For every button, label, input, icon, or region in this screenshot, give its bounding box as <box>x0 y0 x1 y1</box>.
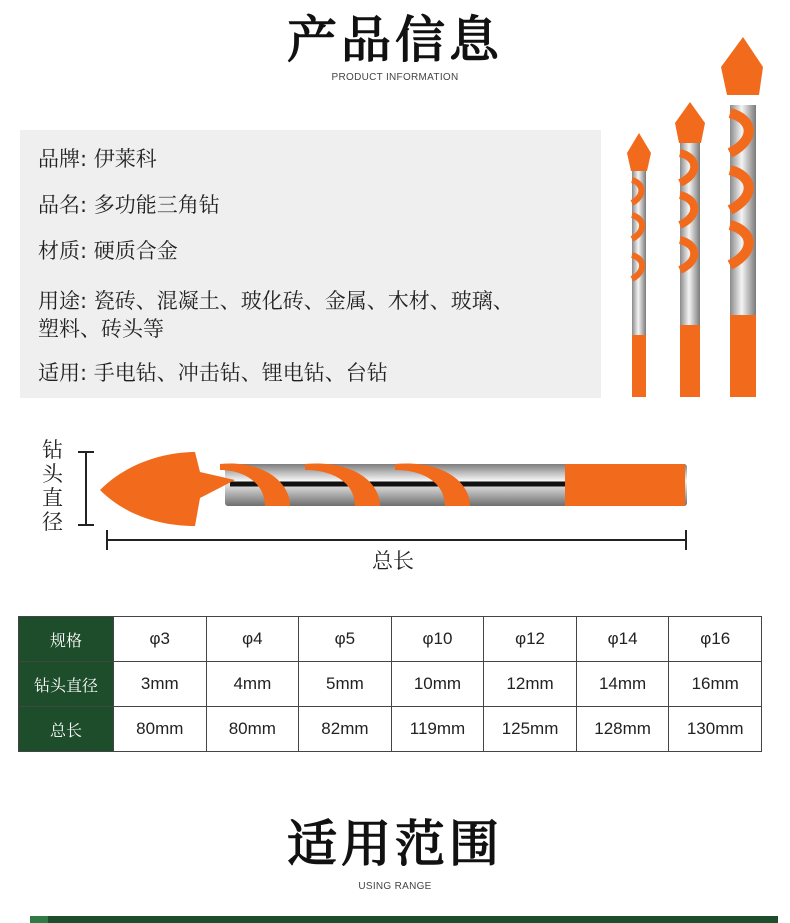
info-usage-label: 用途 <box>38 289 80 313</box>
table-cell: 130mm <box>669 707 762 752</box>
bottom-divider-accent <box>30 916 48 923</box>
info-brand-value: 伊莱科 <box>93 147 157 171</box>
info-brand: 品牌: 伊莱科 <box>38 147 157 171</box>
table-cell: 12mm <box>484 662 577 707</box>
table-row <box>19 662 762 707</box>
row-head: 总长 <box>19 707 114 752</box>
drill-bit-large <box>721 37 763 397</box>
table-cell: 80mm <box>206 707 299 752</box>
table-cell: φ14 <box>576 617 669 662</box>
bottom-divider <box>30 916 778 923</box>
table-cell: 3mm <box>114 662 207 707</box>
table-cell: 82mm <box>299 707 392 752</box>
table-cell: φ12 <box>484 617 577 662</box>
info-usage: 用途: 瓷砖、混凝土、玻化砖、金属、木材、玻璃、 <box>38 289 514 313</box>
row-head: 规格 <box>19 617 114 662</box>
length-dimension-line <box>107 530 686 550</box>
info-material-value: 硬质合金 <box>93 239 178 263</box>
spec-table <box>18 616 762 752</box>
page-subtitle: PRODUCT INFORMATION <box>331 72 459 83</box>
info-applicable: 适用: 手电钻、冲击钻、锂电钻、台钻 <box>38 361 388 385</box>
info-material-label: 材质 <box>38 239 80 263</box>
section-subtitle: USING RANGE <box>358 881 432 892</box>
table-cell: 5mm <box>299 662 392 707</box>
info-product-name-label: 品名 <box>38 193 80 217</box>
diameter-dimension-line <box>78 452 94 525</box>
table-row <box>19 707 762 752</box>
table-cell: 16mm <box>669 662 762 707</box>
info-applicable-label: 适用 <box>38 361 80 385</box>
info-usage-value-2: 塑料、砖头等 <box>38 317 164 341</box>
table-cell: 14mm <box>576 662 669 707</box>
info-brand-label: 品牌 <box>38 147 80 171</box>
table-row <box>19 617 762 662</box>
length-label: 总长 <box>372 549 414 573</box>
table-cell: 125mm <box>484 707 577 752</box>
diameter-label: 钻头直径 <box>42 438 63 534</box>
table-cell: 80mm <box>114 707 207 752</box>
table-cell: φ10 <box>391 617 484 662</box>
info-material: 材质: 硬质合金 <box>38 239 178 263</box>
drill-carbide-tip <box>100 452 235 526</box>
product-info-box <box>20 130 601 398</box>
table-cell: φ16 <box>669 617 762 662</box>
table-cell: φ5 <box>299 617 392 662</box>
table-cell: 10mm <box>391 662 484 707</box>
info-product-name-value: 多功能三角钻 <box>93 193 220 217</box>
page-title: 产品信息 <box>287 11 503 69</box>
table-cell: 119mm <box>391 707 484 752</box>
table-cell: 128mm <box>576 707 669 752</box>
row-head: 钻头直径 <box>19 662 114 707</box>
drill-bit-medium <box>675 102 705 397</box>
info-product-name: 品名: 多功能三角钻 <box>38 193 220 217</box>
drill-bits-product-image <box>615 35 775 405</box>
table-cell: 4mm <box>206 662 299 707</box>
info-usage-value: 瓷砖、混凝土、玻化砖、金属、木材、玻璃、 <box>93 289 514 313</box>
info-applicable-value: 手电钻、冲击钻、锂电钻、台钻 <box>93 361 388 385</box>
table-cell: φ3 <box>114 617 207 662</box>
drill-shank-band <box>565 464 685 506</box>
section-title: 适用范围 <box>287 815 503 873</box>
info-usage-cont <box>38 315 164 343</box>
table-cell: φ4 <box>206 617 299 662</box>
drill-bit-small <box>627 133 651 397</box>
